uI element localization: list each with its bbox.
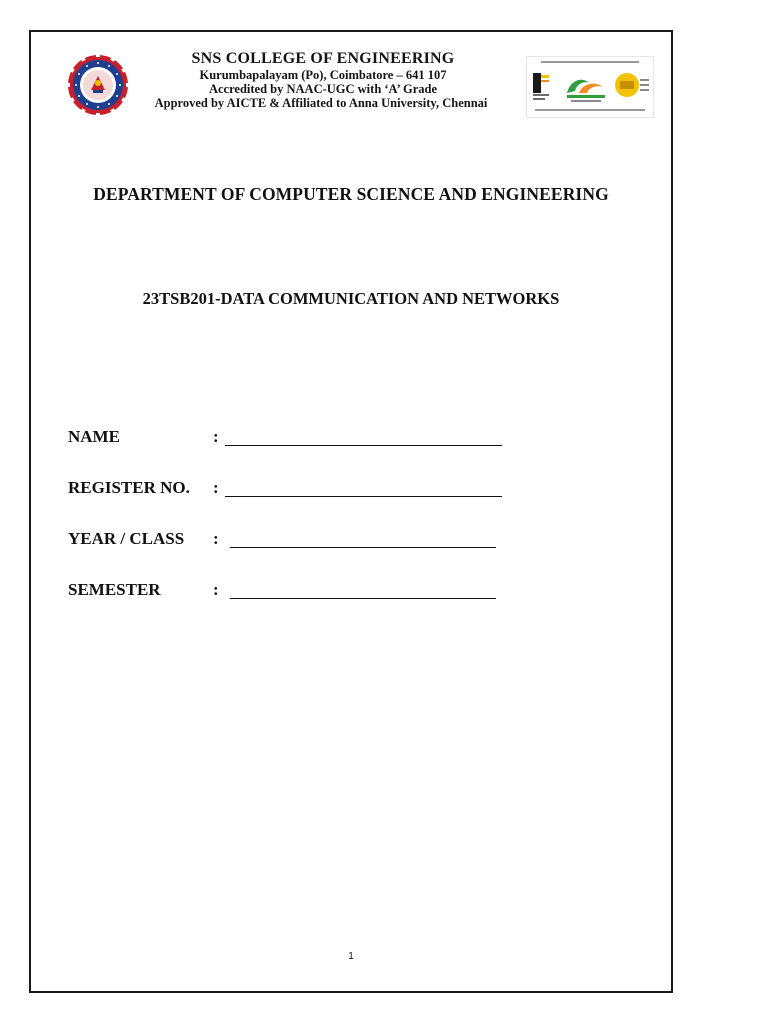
- college-accreditation: Accredited by NAAC-UGC with ‘A’ Grade: [208, 82, 438, 96]
- semester-field: [68, 580, 508, 604]
- field-label: SEMESTER: [68, 580, 161, 599]
- field-label: YEAR / CLASS: [68, 529, 185, 548]
- department-title: DEPARTMENT OF COMPUTER SCIENCE AND ENGINEERING: [93, 184, 609, 204]
- page-number: 1: [348, 951, 354, 962]
- name-field: [68, 427, 508, 451]
- field-label: NAME: [68, 427, 120, 446]
- field-label: REGISTER NO.: [68, 478, 190, 497]
- course-title: 23TSB201-DATA COMMUNICATION AND NETWORKS: [142, 289, 560, 308]
- field-separator: :: [213, 478, 219, 497]
- year-class-field: [68, 529, 508, 553]
- page-border: [29, 30, 673, 993]
- register-no-field: [68, 478, 508, 502]
- register-no-input-line[interactable]: [225, 496, 502, 497]
- college-seal-icon: [65, 52, 131, 118]
- year-class-input-line[interactable]: [230, 547, 496, 548]
- letterhead: [60, 48, 660, 128]
- name-input-line[interactable]: [225, 445, 502, 446]
- field-separator: :: [213, 529, 219, 548]
- college-approval: Approved by AICTE & Affiliated to Anna University, Chennai: [154, 96, 488, 110]
- college-name: SNS COLLEGE OF ENGINEERING: [191, 50, 455, 67]
- partner-logos-icon: [526, 56, 654, 118]
- college-address: Kurumbapalayam (Po), Coimbatore – 641 107: [199, 68, 447, 82]
- field-separator: :: [213, 580, 219, 599]
- field-separator: :: [213, 427, 219, 446]
- college-info: [138, 50, 508, 110]
- semester-input-line[interactable]: [230, 598, 496, 599]
